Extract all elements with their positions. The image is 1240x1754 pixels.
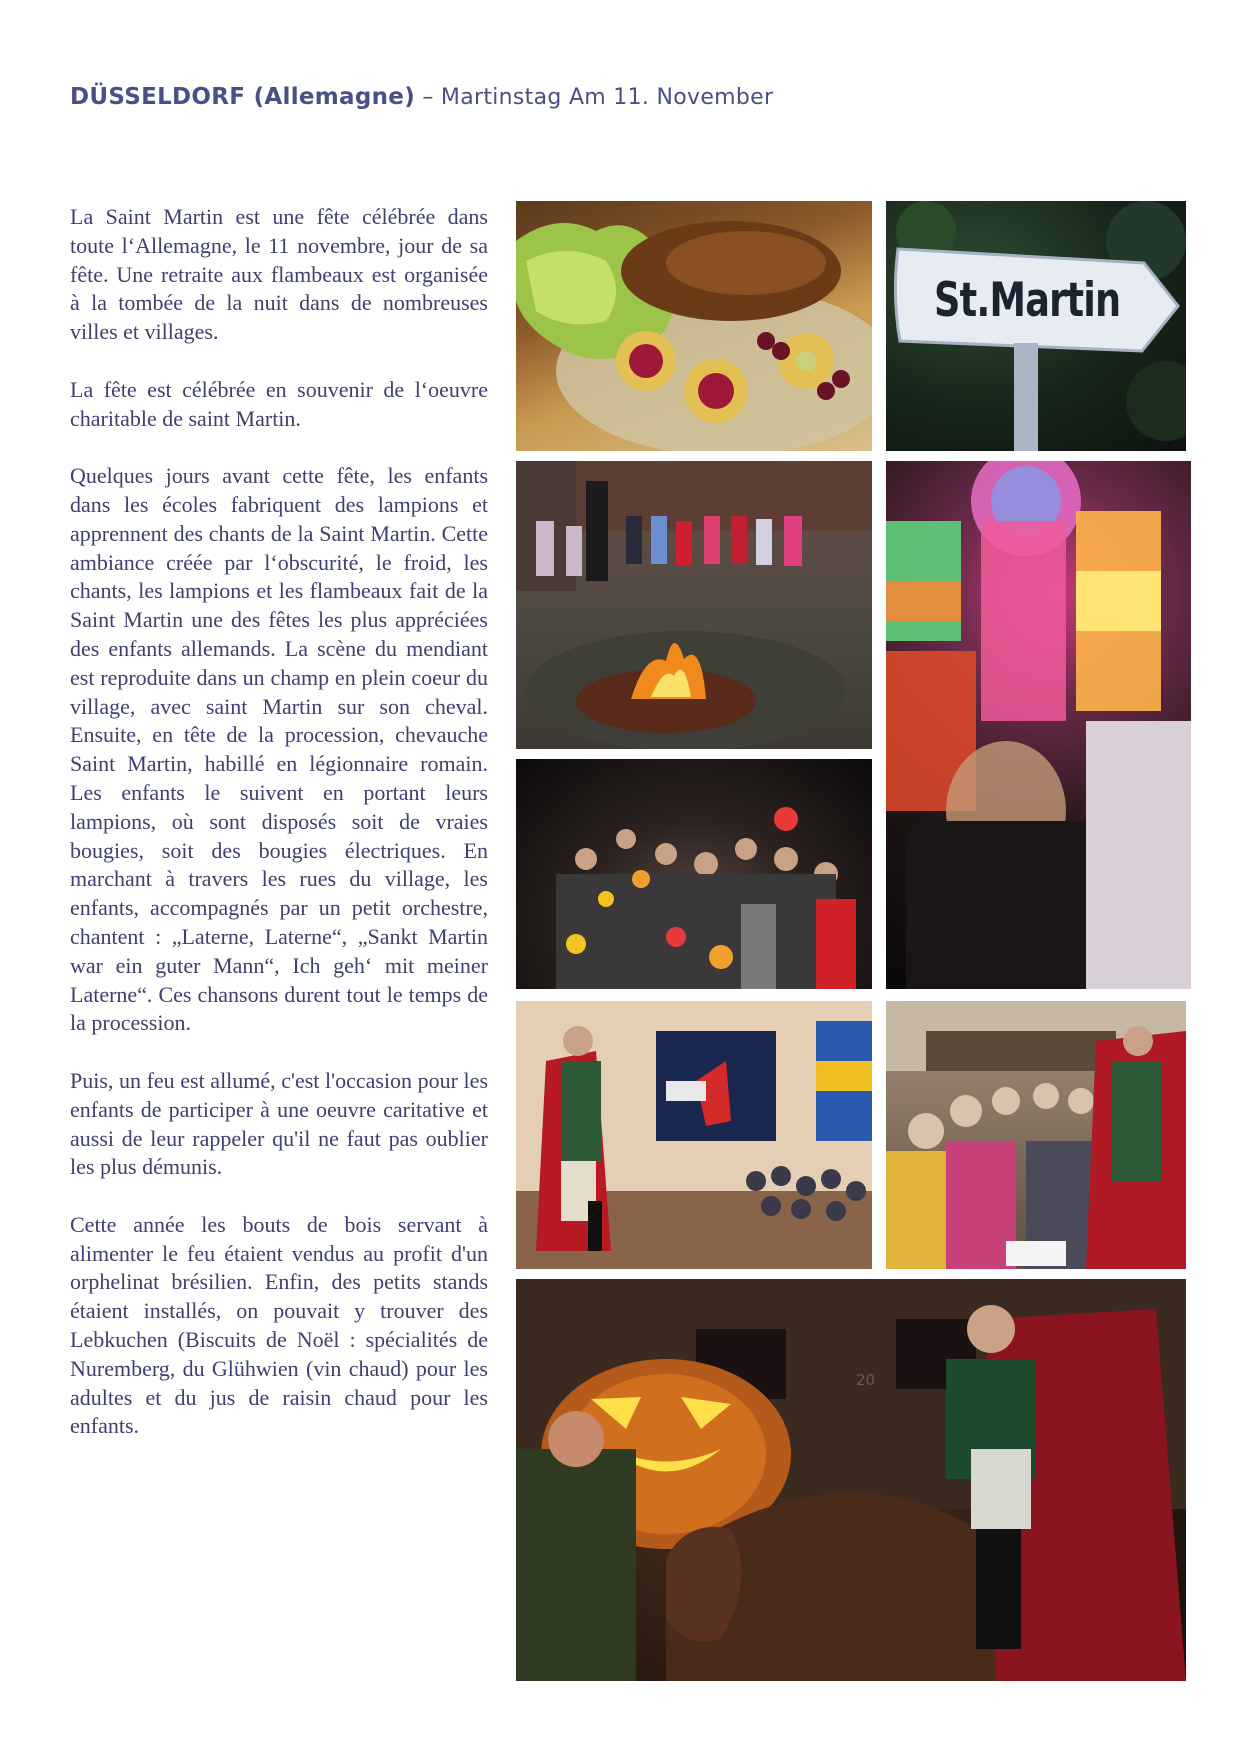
saint-martin-horse-illustration <box>516 1279 1186 1681</box>
photo-lanterns <box>886 461 1191 989</box>
photo-roast-goose <box>516 201 872 451</box>
title-city: DÜSSELDORF (Allemagne) <box>70 84 416 110</box>
lanterns-illustration <box>886 461 1191 989</box>
title-subtitle: Martinstag Am 11. November <box>440 85 774 110</box>
paragraph-4: Puis, un feu est allumé, c'est l'occasion pour les enfants de participer à une oeuvre caritative et aussi de leur rappeler qu'il ne faut pas oublier les plus démunis. <box>70 1067 488 1180</box>
photo-night-procession <box>516 759 872 989</box>
house-number: 20 <box>856 1371 876 1389</box>
photo-saint-martin-elderly <box>886 1001 1186 1269</box>
photo-street-sign <box>886 201 1186 451</box>
children-fire-illustration <box>516 461 872 749</box>
paragraph-1: La Saint Martin est une fête célébrée dans toute l‘Allemagne, le 11 novembre, jour de sa fête. Une retraite aux flambeaux est organisée à la tombée de la nuit dans de nombreuses villes et villages. <box>70 204 488 345</box>
paragraph-5: Cette année les bouts de bois servant à alimenter le feu étaient vendus au profit d'un orphelinat brésilien. Enfin, des petits stands étaient installés, on pouvait y trouver des Lebkuchen (Biscuits de Noël : spécialités de Nuremberg, du Glühwien (vin chaud) pour les adultes et du jus de raisin chaud pour les enfants. <box>70 1211 488 1439</box>
article-body <box>70 203 488 1470</box>
paragraph-2: La fête est célébrée en souvenir de l‘oeuvre charitable de saint Martin. <box>70 376 488 431</box>
saint-martin-children-illustration <box>516 1001 872 1269</box>
roast-goose-illustration <box>516 201 872 451</box>
street-sign-label: St.Martin <box>934 273 1121 328</box>
photo-saint-martin-horse <box>516 1279 1186 1681</box>
title-separator: – <box>415 85 441 110</box>
night-procession-illustration <box>516 759 872 989</box>
saint-martin-elderly-illustration <box>886 1001 1186 1269</box>
photo-children-fire <box>516 461 872 749</box>
page-title <box>70 84 773 110</box>
paragraph-3: Quelques jours avant cette fête, les enfants dans les écoles fabriquent des lampions et apprennent des chants de la Saint Martin. Cette ambiance créée par l‘obscurité, le froid, les chants, les lampions et les flambeaux fait de la Saint Martin une des fêtes les plus appréciées des enfants allemands. La scène du mendiant est reproduite dans un champ en plein coeur du village, avec saint Martin sur son cheval. Ensuite, en tête de la procession, chevauche Saint Martin, habillé en légionnaire romain. Les enfants le suivent en portant leurs lampions, où sont disposés soit de vraies bougies, soit des bougies électriques. En marchant à travers les rues du village, les enfants, accompagnés par un petit orchestre, chantent : „Laterne, Laterne“, „Sankt Martin war ein guter Mann“, Ich geh‘ mit meiner Laterne“. Ces chansons durent tout le temps de la procession. <box>70 463 488 1036</box>
photo-saint-martin-children <box>516 1001 872 1269</box>
